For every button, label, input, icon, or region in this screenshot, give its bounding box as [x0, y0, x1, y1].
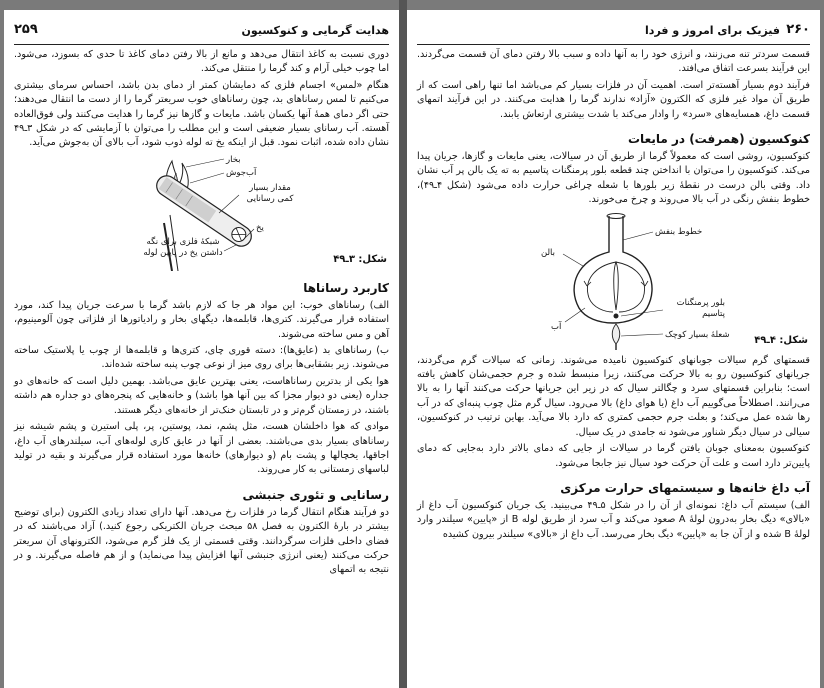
running-title: فیزیک برای امروز و فردا	[645, 24, 780, 37]
label-flask: بالن	[541, 247, 556, 258]
label-small-heat: مقدار بسیار کمی رسانایی	[246, 182, 294, 204]
label-flame: شعلهٔ بسیار کوچک	[665, 329, 730, 340]
paragraph: هنگام «لمس» اجسام فلزی که دمایشان کمتر از دمای بدن باشد، احساس سرمای بیشتری می‌کنیم تا لمس رساناهای بد، چون رساناهای خوب سریعتر گرما را از دست ما انتقال می‌دهند؛ حتی اگر دمای همهٔ آنها یکسان باشد. مایعات و گازها نیز گرما را هدایت می‌کنند ولی فوق‌العاده آهسته. آب رسانای بسیار ضعیفی است و این مطلب را می‌توان با آزمایشی که در شکل ۳ـ۴۹ نشان داده شده، اثبات نمود. قبل از اینکه یخ ته لوله ذوب شود، آب بالای آن به‌جوش می‌آید.	[14, 79, 389, 149]
paragraph: الف) رساناهای خوب: این مواد هر جا که لازم باشد گرما با سرعت جریان پیدا کند، مورد استفاده قرار می‌گیرند. کتری‌ها، قابلمه‌ها، دیگهای بخار و رادیاتورها از فلزاتی چون آلومینیوم، آهن و مس ساخته می‌شوند.	[14, 299, 389, 340]
label-steam: بخار	[226, 154, 241, 165]
label-water: آب	[551, 321, 562, 332]
page-number: ۲۶۰	[786, 22, 810, 37]
right-page	[407, 10, 820, 688]
paragraph: فرآیند دوم بسیار آهسته‌تر است. اهمیت آن در فلزات بسیار کم می‌باشد اما تنها راهی است که از طریق آن مواد غیر فلزی که الکترون «آزاد» ندارند گرما را هدایت می‌کنند. در این فرآیند اتمهای قسمت داغ، همسایه‌های «سرد» را وادار می‌کند با شدت بیشتری ارتعاش یابند.	[417, 79, 810, 120]
paragraph: موادی که هوا داخلشان هست، مثل پشم، نمد، پوستین، پر، پلی استیرن و پشم شیشه نیز رساناهای بسیار بدی می‌باشند. بعضی از آنها در عایق کاری لوله‌های آب، سیلندرهای آب داغ، اجاقها، یخچالها و پشت بام (و دیوارهای) خانه‌ها مورد استفاده قرار می‌گیرند و بقیه در تولید لباسهای زمستانی به کار می‌روند.	[14, 421, 389, 476]
label-metal-mesh: شبکهٔ فلزی برای نگه داشتن یخ در پایین لوله	[143, 236, 223, 258]
label-crystals: بلور پرمنگنات پتاسیم	[676, 297, 725, 319]
left-page-header	[14, 22, 389, 45]
paragraph: ب) رساناهای بد (عایق‌ها): دسته قوری چای، کتری‌ها و قابلمه‌ها از چوب یا پلاستیک ساخته می‌شوند. زیر بشقابی‌ها برای روی میز از نوعی چوب پنبه ساخته شده‌اند.	[14, 345, 389, 371]
paragraph: قسمتهای گرم سیالات جوبانهای کنوکسیون نامیده می‌شوند. زمانی که سیالات گرم می‌گردند، جریانهای کنوکسیون رو به بالا حرکت می‌کنند، زیرا منبسط شده و جرم حجمی‌شان کاهش یافته است؛ بنابراین قسمتهای سرد و چگالتر سیال که در زیر این جریانها حرکت می‌کنند آنها را به بالا می‌رانند. اصطلاحاً می‌گوییم آب داغ (یا هوای داغ) بالا می‌رود. سیال گرم مثل چوب پنبه‌ای که در آب رها شده عمل می‌کند؛ و بعلت جرم حجمی کمتری که دارد بالا می‌آید. بهاین ترتیب در کنوکسیون، سیالی در سیال دیگر شناور می‌شود نه جامدی در یک سیال.	[417, 354, 810, 438]
paragraph: دو فرآیند هنگام انتقال گرما در فلزات رخ می‌دهد. آنها دارای تعداد زیادی الکترون (برای توضیح بیشتر در بارهٔ الکترون به فصل ۵۸ مبحث جریان الکتریکی رجوع کنید.) آزاد می‌باشند که در فضای داخلی فلزات سرگردانند. وقتی قسمتی از یک فلز گرم می‌شود، الکترونهای آن سریعتر حرکت می‌کنند (یعنی انرژی جنبشی آنها افزایش پیدا می‌نماید) و از هم فاصله می‌گیرند. و در نتیجه به اتمهای	[14, 506, 389, 576]
section-heading: کنوکسیون (همرفت) در مایعات	[628, 132, 810, 147]
section-heading: کاربرد رساناها	[303, 280, 389, 295]
figure-49-4	[417, 210, 810, 350]
section-heading: رسانایی و تئوری جنبشی	[242, 487, 389, 502]
flask-diagram	[417, 210, 810, 350]
paragraph: کنوکسیون، روشی است که معمولاً گرما از طریق آن در سیالات، یعنی مایعات و گازها، جریان پیدا می‌کند. کنوکسیون را می‌توان با انداختن چند قطعه بلور پرمنگنات پتاسیم به ته یک بالن پر آب نشان داد. وقتی بالن درست در نقطهٔ زیر بلورها با شعله چراغی حرارت داده می‌شود (شکل ۴ـ۴۹)، خطوط بنفش رنگی در آب بالا می‌روند و چرخ می‌خورند.	[417, 151, 810, 206]
paragraph: دوری نسبت به کاغذ انتقال می‌دهد و مانع از بالا رفتن دمای کاغذ تا حدی که بسوزد، می‌شود. اما چوب خیلی آرام و کند گرما را منتقل می‌کند.	[14, 49, 389, 75]
paragraph: الف) سیستم آب داغ: نمونه‌ای از آن را در شکل ۵ـ۴۹ می‌بینید. یک جریان کنوکسیون آب داغ از «بالای» دیگ بخار به‌درون لولهٔ A صعود می‌کند و آب سرد از طریق لوله B از «پایین» سیلندر وارد لولهٔ B شده و از آن جا به «پایین» دیگ بخار می‌رسد. آب داغ از «بالای» سیلندر بیرون کشیده	[417, 499, 811, 540]
paragraph: هوا یکی از بدترین رساناهاست، یعنی بهترین عایق می‌باشد. بهمین دلیل است که خانه‌های دو جداره (یعنی دو دیوار مجزا که بین آنها هوا باشد) و خانه‌هایی که پنجره‌های دو جداره هم داشته باشند، در زمستان گرم‌تر و در تابستان خنک‌تر از خانه‌های دیگر هستند.	[14, 375, 389, 416]
left-page-content	[14, 48, 389, 682]
figure-caption: شکل: ۳ـ۴۹	[333, 253, 387, 265]
label-boiling-water: آب‌جوش	[226, 167, 257, 178]
left-page	[4, 10, 399, 688]
book-gutter	[399, 0, 407, 688]
paragraph: قسمت سردتر تنه می‌زنند، و انرژی خود را به آنها داده و سبب بالا رفتن دمای آن قسمت می‌گردند. این فرآیند بسرعت اتفاق می‌افتد.	[417, 49, 810, 75]
figure-caption: شکل: ۴ـ۴۹	[754, 334, 808, 346]
right-page-content	[417, 48, 810, 682]
paragraph: کنوکسیون به‌معنای جوبان یافتن گرما در سیالات از جایی که دمای بالاتر دارد به‌جایی که دمای پایین‌تر دارد است و علت آن حرکت خود سیال نیز جابجا می‌شود.	[417, 443, 810, 469]
label-ice: یخ	[256, 222, 264, 233]
section-heading: آب داغ خانه‌ها و سیستمهای حرارت مرکزی	[560, 480, 810, 495]
label-violet-lines: خطوط بنفش	[655, 226, 703, 237]
right-page-header	[417, 22, 810, 45]
running-title: هدایت گرمایی و کنوکسیون	[241, 24, 389, 37]
page-number: ۲۵۹	[14, 22, 38, 37]
figure-49-3	[14, 153, 389, 271]
